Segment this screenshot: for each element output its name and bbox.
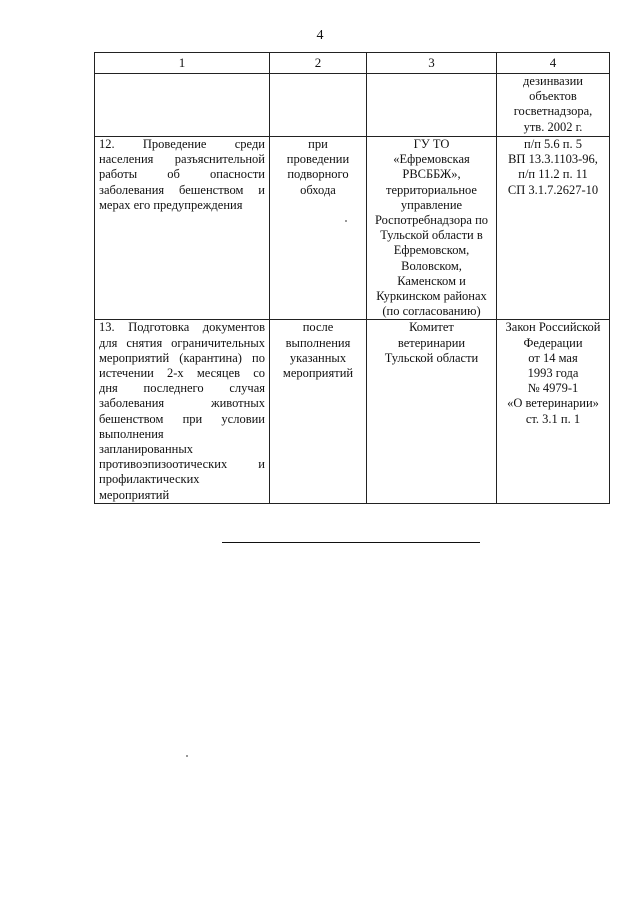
measures-table <box>94 52 610 504</box>
cell-timing-12 <box>270 137 367 320</box>
cell-text-line: истечении 2-х месяцев со <box>99 366 265 381</box>
cell-text-line: после <box>302 320 334 335</box>
closing-separator-line <box>222 542 480 543</box>
cell-text-line: п/п 11.2 п. 11 <box>518 167 588 182</box>
cell-measure-13 <box>95 320 270 503</box>
cell-text-line: бешенством при условии <box>99 411 265 426</box>
cell-text-line: населения разъяснительной <box>99 152 265 167</box>
cell-text-line: утв. 2002 г. <box>523 119 583 134</box>
cell-timing-13 <box>270 320 367 503</box>
cell-basis-13 <box>497 320 610 503</box>
cell-text-line: территориальное <box>386 182 477 197</box>
cell-text-line: Роспотребнадзора по <box>374 213 489 228</box>
cell-text-line: Тульской области в <box>380 228 483 243</box>
cell-text-line: управление <box>400 197 463 212</box>
table-row <box>95 320 610 503</box>
cell-text-line: Тульской области <box>384 350 479 365</box>
cell-text-line: мероприятий <box>99 487 170 502</box>
cell-text-line: «Ефремовская <box>393 152 470 167</box>
cell-text-line: 12. Проведение среди <box>99 137 265 151</box>
cell-text-line: Каменском и <box>397 273 466 288</box>
cell-continuation-basis <box>497 74 610 137</box>
cell-text-line: ветеринарии <box>397 335 466 350</box>
cell-text-line: дня последнего случая <box>99 381 265 396</box>
cell-text-line: ст. 3.1 п. 1 <box>525 411 581 426</box>
cell-text-line: противоэпизоотических и <box>99 457 265 472</box>
cell-text-line: госветнадзора, <box>513 104 593 119</box>
cell-responsible-12 <box>367 137 497 320</box>
cell-text-line: Куркинском районах <box>376 289 487 304</box>
cell-basis-12 <box>497 137 610 320</box>
cell-text-line: мероприятий (карантина) по <box>99 350 265 365</box>
scan-speck <box>345 220 347 222</box>
header-cell-2: 2 <box>270 53 367 74</box>
table-row <box>95 137 610 320</box>
cell-text-line: РВСББЖ», <box>402 167 461 182</box>
cell-text-line: «О ветеринарии» <box>507 396 599 411</box>
page-number: 4 <box>316 28 324 43</box>
table-row <box>95 74 610 137</box>
cell-text-line: (по согласованию) <box>382 304 481 319</box>
cell-text-line: для снятия ограничительных <box>99 335 265 350</box>
cell-text-line: Комитет <box>409 320 454 335</box>
cell-text-line: при <box>308 137 328 151</box>
scan-speck <box>186 755 188 757</box>
cell-continuation-2 <box>270 74 367 137</box>
cell-text-line: ВП 13.3.1103-96, <box>508 152 598 167</box>
table-header-row <box>95 53 610 74</box>
cell-text-line: мерах его предупреждения <box>99 197 243 212</box>
cell-text-line: Ефремовском, <box>393 243 470 258</box>
cell-text-line: СП 3.1.7.2627-10 <box>507 182 599 197</box>
cell-continuation-1 <box>95 74 270 137</box>
cell-continuation-3 <box>367 74 497 137</box>
cell-text-line: объектов <box>529 89 577 104</box>
cell-text-line: дезинвазии <box>523 74 583 88</box>
header-cell-4: 4 <box>497 53 610 74</box>
cell-measure-12 <box>95 137 270 320</box>
cell-text-line: Закон Российской <box>505 320 601 335</box>
cell-text-line: № 4979-1 <box>527 381 579 396</box>
cell-text-line: обхода <box>300 182 336 197</box>
cell-text-line: мероприятий <box>282 366 354 381</box>
cell-responsible-13 <box>367 320 497 503</box>
cell-text-line: от 14 мая <box>528 350 578 365</box>
cell-text-line: указанных <box>289 350 347 365</box>
header-cell-3: 3 <box>367 53 497 74</box>
cell-text-line: заболевания бешенством и <box>99 182 265 197</box>
cell-text-line: Федерации <box>523 335 583 350</box>
cell-text-line: выполнения <box>285 335 351 350</box>
cell-text-line: подворного <box>287 167 349 182</box>
cell-text-line: выполнения <box>99 426 164 441</box>
cell-text-line: ГУ ТО <box>413 137 450 151</box>
cell-text-line: 13. Подготовка документов <box>99 320 265 335</box>
cell-text-line: 1993 года <box>527 366 579 381</box>
header-cell-1: 1 <box>95 53 270 74</box>
cell-text-line: заболевания животных <box>99 396 265 411</box>
cell-text-line: работы об опасности <box>99 167 265 182</box>
cell-text-line: п/п 5.6 п. 5 <box>524 137 582 151</box>
cell-text-line: запланированных <box>99 442 193 457</box>
cell-text-line: проведении <box>286 152 350 167</box>
cell-text-line: Воловском, <box>401 258 462 273</box>
cell-text-line: профилактических <box>99 472 200 487</box>
